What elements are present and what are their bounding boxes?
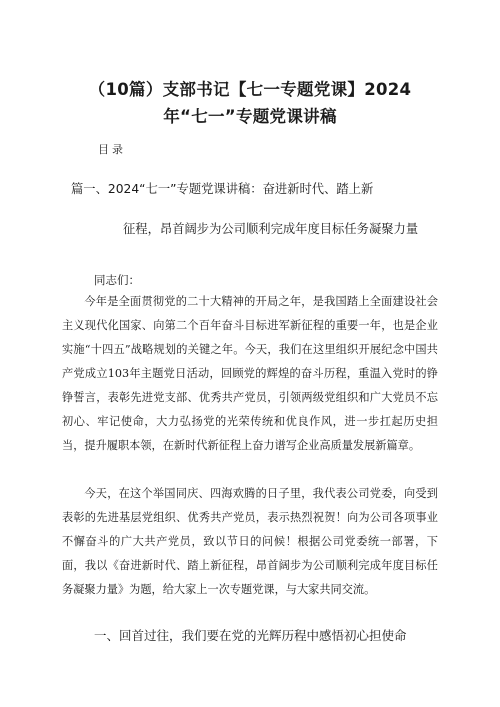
toc-label: 目录 <box>98 143 126 156</box>
section-heading-1: 一、回首过往，我们要在党的光辉历程中感悟初心担使命 <box>94 628 407 643</box>
document-title-line-2: 年“七一”专题党课讲稿 <box>163 107 337 126</box>
section-1-title-line-2: 征程，昂首阔步为公司顺利完成年度目标任务凝聚力量 <box>123 222 419 236</box>
body-paragraph-1: 今年是全面贯彻党的二十大精神的开局之年，是我国踏上全面建设社会主义现代化国家、向第二个百年奋斗目标进军新征程的重要一年，也是企业实施“十四五”战略规划的关键之年。今天，我们在这里组织开展纪念中国共产党成立103年主题党日活动，回顾党的辉煌的奋斗历程，重温入党时的铮铮誓言，表彰先进党支部、优秀共产党员，引领两级党组织和广大党员不忘初心、牢记使命，大力弘扬党的光荣传统和优良作风，进一步扛起历史担当，提升履职本领，在新时代新征程上奋力谱写企业高质量发展新篇章。 <box>62 295 438 452</box>
section-1-title-line-1: 篇一、2024“七一”专题党课讲稿：奋进新时代、踏上新 <box>71 182 374 196</box>
body-paragraph-2: 今天，在这个举国同庆、四海欢腾的日子里，我代表公司党委，向受到表彰的先进基层党组织、优秀共产党员，表示热烈祝贺！向为公司各项事业不懈奋斗的广大共产党员，致以节日的问候！根据公司党委统一部署，下面，我以《奋进新时代、踏上新征程，昂首阔步为公司顺利完成年度目标任务凝聚力量》为题，给大家上一次专题党课，与大家共同交流。 <box>62 487 438 596</box>
document-title <box>40 76 460 130</box>
document-title-line-1: （10篇）支部书记【七一专题党课】2024 <box>88 80 412 99</box>
salutation: 同志们： <box>94 273 140 287</box>
